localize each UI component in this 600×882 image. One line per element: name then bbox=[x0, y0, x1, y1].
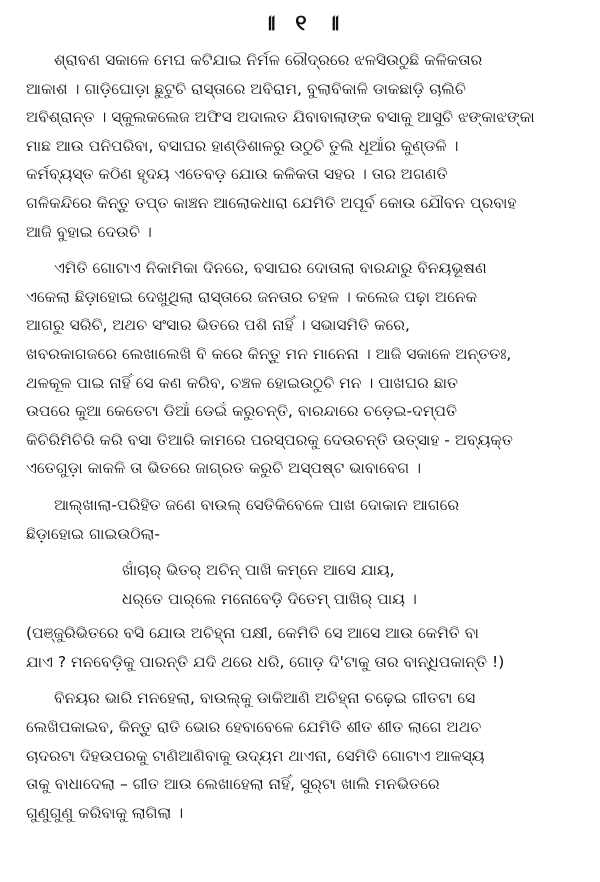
text-line: ଅବିଶ୍ରାନ୍ତ । ସ୍କୁଲକଲେଜ ଅଫିସ ଅଦାଲତ ଯିବାବାଲାଙ୍କ ବସାକୁ ଆସୁଚି ଝଙ୍କାଝଙ୍କା bbox=[26, 108, 535, 127]
paragraph-3 bbox=[26, 491, 582, 548]
paragraph-1 bbox=[26, 46, 582, 246]
chapter-number-heading: ॥ ୧ ॥ bbox=[262, 11, 346, 36]
text-line: ଉପରେ କୁଆ କେତେଟା ଡିଆଁ ଡେଇଁ କରୁଚନ୍ତି, ବାରନ୍ଦାରେ ଚଡ଼େଇ-ଦମ୍ପତି bbox=[26, 402, 458, 421]
song-verse bbox=[26, 556, 582, 613]
song-translation bbox=[26, 619, 582, 676]
song-line: ଧର୍‌ତେ ପାର୍‌ଲେ ମନୋବେଡ଼ି ଦିତେମ୍ ପାଖିର୍ ପାୟ । bbox=[122, 589, 417, 608]
text-line: ଶ୍ରାବଣ ସକାଳେ ମେଘ କଟିଯାଇ ନିର୍ମଳ ରୌଦ୍ରରେ ଝଳସିଉଠୁଛି କଳିକତାର bbox=[54, 51, 483, 69]
song-line: ଖାଁଚାର୍ ଭିତର୍ ଅଚିନ୍ ପାଖି କମ୍‌ନେ ଆସେ ଯାୟ, bbox=[122, 561, 395, 580]
text-line: ଗଳିକନ୍ଦିରେ କିନ୍ତୁ ତପ୍ତ କାଞ୍ଚନ ଆଲୋକଧାରା ଯେମିତି ଅପୂର୍ବ କୋଉ ଯୌବନ ପ୍ରବାହ bbox=[26, 193, 517, 212]
text-line: ମାଛ ଆଉ ପନିପରିବା, ବସାଘର ହାଣ୍ଡିଶାଳରୁ ଉଠୁଚି ତୁଲି ଧୂଆଁର କୁଣ୍ଡଳି । bbox=[26, 136, 459, 155]
text-line: ଆଗରୁ ସରିଚି, ଅଥଚ ସଂସାର ଭିତରେ ପଶି ନାହିଁ । ସଭାସମିତି କରେ, bbox=[26, 316, 410, 335]
text-line: ତାକୁ ବାଧାଦେଲା – ଗୀତ ଆଉ ଲେଖାହେଲା ନାହିଁ, ସୁର୍‌ଟା ଖାଲି ମନଭିତରେ bbox=[26, 775, 440, 794]
text-line: (ପଞ୍ଜୁରିଭିତରେ ବସି ଯୋଉ ଅଚିହ୍ନା ପକ୍ଷୀ, କେମିତି ସେ ଆସେ ଆଉ କେମିତି ବା bbox=[26, 624, 479, 643]
text-line: ଏତେଗୁଡ଼ା କାକଳି ତା ଭିତରେ ଜାଗ୍ରତ କରୁଚି ଅସ୍ପଷ୍ଟ ଭାବାବେଗ । bbox=[26, 459, 422, 478]
text-line: ଗୁଣୁଗୁଣୁ କରିବାକୁ ଲାଗିଲା । bbox=[26, 803, 184, 822]
text-line: ଖବରକାଗଜରେ ଲେଖାଲେଖି ବି କରେ କିନ୍ତୁ ମନ ମାନେନା । ଆଜି ସକାଳେ ଅନ୍ତତଃ, bbox=[26, 344, 512, 363]
text-line: ଏକେଲା ଛିଡ଼ାହୋଇ ଦେଖୁଥିଲା ରାସ୍ତାରେ ଜନତାର ଚହଳ । କଲେଜ ପଢ଼ା ଅନେକ bbox=[26, 287, 478, 306]
text-line: ଥଳକୂଳ ପାଇ ନାହିଁ ସେ କଣ କରିବ, ଚଞ୍ଚଳ ହୋଇଉଠୁଚି ମନ । ପାଖଘର ଛାତ bbox=[26, 373, 459, 392]
text-line: ଲେଖିପକାଇବ, କିନ୍ତୁ ରାତି ଭୋର ହେବାବେଳେ ଯେମିତି ଶୀତ ଶୀତ ଲାଗେ ଅଥଚ bbox=[26, 718, 482, 737]
paragraph-closing bbox=[26, 684, 582, 827]
text-line: ଚାଦରଟା ଦିହଉପରକୁ ଟାଣିଆଣିବାକୁ ଉଦ୍ୟମ ଥାଏନା, ସେମିତି ଗୋଟାଏ ଆଳସ୍ୟ bbox=[26, 746, 485, 765]
text-line: ଯାଏ ? ମନବେଡ଼ିକୁ ପାରନ୍ତି ଯଦି ଥରେ ଧରି, ଗୋଡ଼ ଦି'ଟାକୁ ତାର ବାନ୍ଧିପକାନ୍ତି !) bbox=[26, 652, 505, 671]
text-line: ଆକାଶ । ଗାଡ଼ିଘୋଡ଼ା ଛୁଟୁଚି ରାସ୍ତାରେ ଅବିରାମ, ବୁଲାବିକାଳି ଡାକଛାଡ଼ି ଚାଲିଚି bbox=[26, 79, 466, 98]
paragraph-2 bbox=[26, 254, 582, 483]
text-line: ଆଲ୍‌ଖାଲା-ପରିହିତ ଜଣେ ବାଉଲ୍ ସେତିକିବେଳେ ପାଖ ଦୋକାନ ଆଗରେ bbox=[54, 495, 460, 514]
text-line: ଏମିତି ଗୋଟାଏ ନିକାମିକା ଦିନରେ, ବସାଘର ଦୋତାଲା ବାରନ୍ଦାରୁ ବିନୟଭୂଷଣ bbox=[54, 259, 487, 278]
text-line: କର୍ମବ୍ୟସ୍ତ କଠିଣ ହୃଦୟ ଏତେବଡ଼ ଯୋଉ କଳିକତା ସହର । ତାର ଅଗଣତି bbox=[26, 165, 448, 184]
text-line: ବିନୟର ଭାରି ମନହେଲା, ବାଉଲ୍‌କୁ ଡାକିଆଣି ଅଚିହ୍ନା ଚଢ଼େଇ ଗୀତଟା ସେ bbox=[54, 689, 476, 708]
text-line: କିଚିରିମିଚିରି କରି ବସା ତିଆରି କାମରେ ପରସ୍ପରକୁ ଦେଉଚନ୍ତି ଉତ୍ସାହ - ଅବ୍ୟକ୍ତ bbox=[26, 430, 513, 449]
text-line: ଆଜି ବୁହାଇ ଦେଉଚି । bbox=[26, 222, 152, 241]
text-line: ଛିଡ଼ାହୋଇ ଗାଇଉଠିଲା- bbox=[26, 524, 160, 543]
